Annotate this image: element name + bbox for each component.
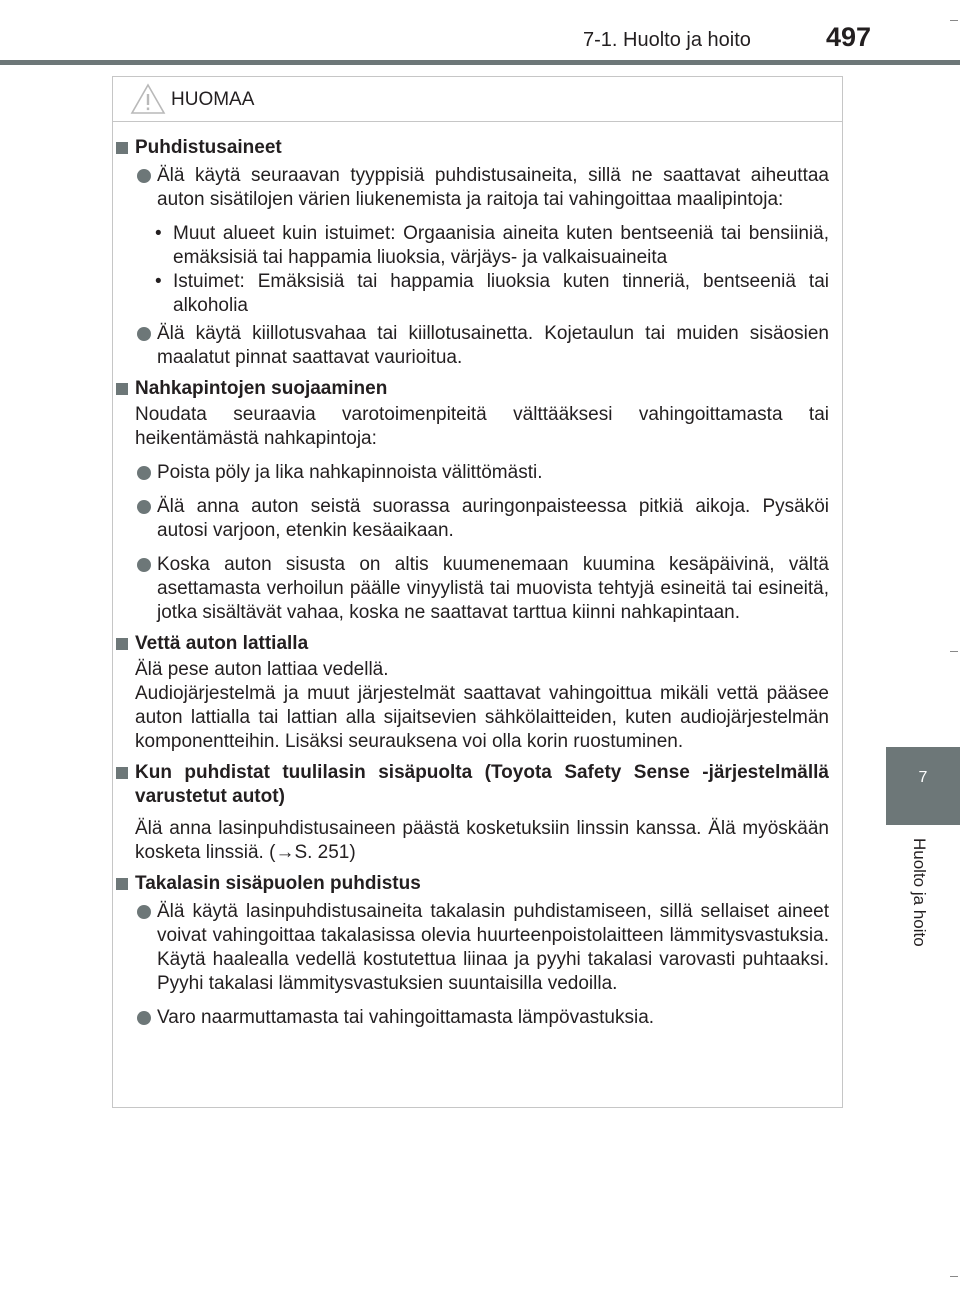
sub-bullet-icon: • <box>155 223 162 244</box>
list-item-text: Älä anna auton seistä suorassa auringonpaisteessa pitkiä aikoja. Pysäköi autosi varjoon, etenkin kesäaikaan. <box>157 496 829 541</box>
section-windshield-cleaning <box>113 761 842 865</box>
sub-list-item-text: Muut alueet kuin istuimet: Orgaanisia aineita kuten bentseeniä tai bensiiniä, emäksisiä tai happamia liuoksia, värjäys- ja valkaisuaineita <box>173 223 829 268</box>
page-number: 497 <box>826 22 872 52</box>
chapter-label: Huolto ja hoito <box>910 838 929 947</box>
sub-list-item <box>135 222 829 270</box>
sub-list-item-text: Istuimet: Emäksisiä tai happamia liuoksia kuten tinneriä, bentseeniä tai alkoholia <box>173 271 829 316</box>
list-item-text: Älä käytä lasinpuhdistusaineita takalasin puhdistamiseen, sillä sellaiset aineet voivat vahingoittaa takalasissa olevia huurteenpoistolaitteen lämmitysvastuksia. Käytä haalealla vedellä kostutettua liinaa ja pyyhi takalasi varovasti puhtaaksi. Pyyhi takalasi lämmitysvastuksien suuntaisilla vedoilla. <box>157 901 829 994</box>
section-title: Kun puhdistat tuulilasin sisäpuolta (Toyota Safety Sense -järjestelmällä varustetut autot) <box>135 762 829 807</box>
notice-box <box>112 76 843 1108</box>
dot-bullet-icon <box>137 466 151 480</box>
section-title: Nahkapintojen suojaaminen <box>135 378 388 399</box>
header-rule <box>0 60 960 65</box>
notice-header <box>113 77 842 122</box>
list-item <box>135 461 829 485</box>
dot-bullet-icon <box>137 500 151 514</box>
list-item-text: Koska auton sisusta on altis kuumenemaan kuumina kesäpäivinä, vältä asettamasta verhoilun päälle vinyylistä tai muovista tehtyjä esineitä tai esineitä, jotka sisältävät vahaa, koska ne saattavat tarttua kiinni nahkapintaan. <box>157 554 829 623</box>
square-bullet-icon <box>116 383 128 395</box>
dot-bullet-icon <box>137 327 151 341</box>
section-title: Vettä auton lattialla <box>135 633 309 654</box>
dot-bullet-icon <box>137 558 151 572</box>
square-bullet-icon <box>116 638 128 650</box>
warning-triangle-icon <box>130 83 166 115</box>
list-item <box>135 322 829 370</box>
notice-content <box>113 136 842 1037</box>
section-title: Puhdistusaineet <box>135 137 282 158</box>
square-bullet-icon <box>116 142 128 154</box>
notice-title: HUOMAA <box>171 89 255 110</box>
list-item <box>135 553 829 625</box>
list-item-text: Varo naarmuttamasta tai vahingoittamasta lämpövastuksia. <box>157 1007 655 1028</box>
section-text: Noudata seuraavia varotoimenpiteitä välttääksesi vahingoittamasta tai heikentämästä nahkapintoja: <box>135 404 829 449</box>
section-leather-protection <box>113 377 842 625</box>
section-text: Audiojärjestelmä ja muut järjestelmät saattavat vahingoittua mikäli vettä pääsee auton lattialla tai lattian alla sijaitsevien sähkölaitteiden, kuten audiojärjestelmän komponentteihin. Lisäksi seurauksena voi olla korin ruostuminen. <box>135 683 829 752</box>
list-item <box>135 495 829 543</box>
header-title: 7-1. Huolto ja hoito <box>583 29 751 51</box>
sub-list-item <box>135 270 829 318</box>
chapter-number: 7 <box>918 769 928 786</box>
list-item-text: Älä käytä seuraavan tyyppisiä puhdistusaineita, sillä ne saattavat aiheuttaa auton sisätilojen värien liukenemista ja raitoja tai vahingoittaa maalipintoja: <box>157 165 829 210</box>
list-item-text: Älä käytä kiillotusvahaa tai kiillotusainetta. Kojetaulun tai muiden sisäosien maalatut pinnat saattavat vaurioitua. <box>157 323 829 368</box>
section-rear-window-cleaning <box>113 872 842 1030</box>
square-bullet-icon <box>116 878 128 890</box>
list-item <box>135 1006 829 1030</box>
sub-bullet-icon: • <box>155 271 162 292</box>
section-cleaning-agents <box>113 136 842 370</box>
section-text: Älä anna lasinpuhdistusaineen päästä kosketuksiin linssin kanssa. Älä myöskään kosketa linssiä. (→S. 251) <box>135 818 829 863</box>
crop-mark <box>950 651 958 652</box>
dot-bullet-icon <box>137 169 151 183</box>
dot-bullet-icon <box>137 1011 151 1025</box>
list-item <box>135 900 829 996</box>
list-item-text: Poista pöly ja lika nahkapinnoista välittömästi. <box>157 462 543 483</box>
dot-bullet-icon <box>137 905 151 919</box>
section-text: Älä pese auton lattiaa vedellä. <box>135 659 389 680</box>
crop-mark <box>950 1276 958 1277</box>
list-item <box>135 164 829 212</box>
section-water-on-floor <box>113 632 842 754</box>
square-bullet-icon <box>116 767 128 779</box>
section-title: Takalasin sisäpuolen puhdistus <box>135 873 421 894</box>
chapter-tab[interactable] <box>886 747 960 825</box>
crop-mark <box>950 20 958 21</box>
